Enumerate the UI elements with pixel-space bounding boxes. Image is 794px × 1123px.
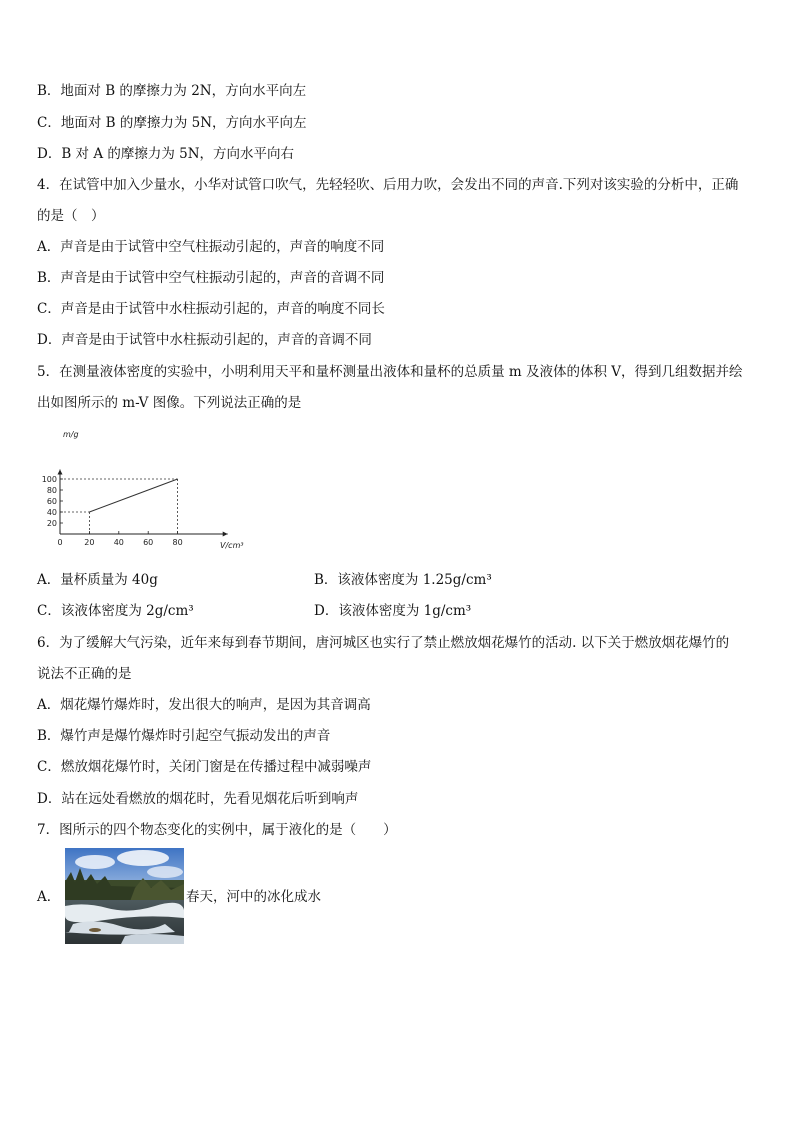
- y-tick-label: 80: [46, 486, 57, 495]
- q5-stem-line2: 出如图所示的 m-V 图像。下列说法正确的是: [37, 395, 302, 411]
- q3-option-d: D．B 对 A 的摩擦力为 5N，方向水平向右: [37, 146, 295, 162]
- y-tick-label: 40: [46, 508, 57, 517]
- q4-option-d: D．声音是由于试管中水柱振动引起的，声音的音调不同: [37, 332, 372, 348]
- x-axis-label: V/cm³: [220, 541, 244, 550]
- y-tick-label: 20: [46, 519, 57, 528]
- y-tick-label: 100: [41, 475, 57, 484]
- q6-option-c: C．燃放烟花爆竹时，关闭门窗是在传播过程中减弱噪声: [37, 759, 372, 775]
- q5-option-c: C．该液体密度为 2g/cm³: [37, 603, 194, 619]
- q4-option-b: B．声音是由于试管中空气柱振动引起的，声音的音调不同: [37, 270, 385, 286]
- y-axis-arrow: [58, 470, 63, 475]
- q5-option-d: D．该液体密度为 1g/cm³: [314, 603, 472, 619]
- y-tick-label: 60: [46, 497, 57, 506]
- q6-option-b: B．爆竹声是爆竹爆炸时引起空气振动发出的声音: [37, 728, 331, 744]
- q7-option-a-label: A．: [37, 889, 61, 905]
- q4-option-a: A．声音是由于试管中空气柱振动引起的，声音的响度不同: [37, 239, 385, 255]
- q6-option-d: D．站在远处看燃放的烟花时，先看见烟花后听到响声: [37, 791, 359, 807]
- m-v-chart: [37, 426, 257, 554]
- q6-stem-line1: 6．为了缓解大气污染，近年来每到春节期间，唐河城区也实行了禁止燃放烟花爆竹的活动. 以下关于燃放烟花爆竹的: [37, 635, 730, 651]
- q3-option-c: C．地面对 B 的摩擦力为 5N，方向水平向左: [37, 115, 307, 131]
- q3-option-b: B．地面对 B 的摩擦力为 2N，方向水平向左: [37, 83, 307, 99]
- x-tick-label: 60: [143, 538, 154, 547]
- x-tick-label: 40: [113, 538, 124, 547]
- q5-option-b: B．该液体密度为 1.25g/cm³: [314, 572, 492, 588]
- y-axis-label: m/g: [63, 430, 79, 439]
- q6-option-a: A．烟花爆竹爆炸时，发出很大的响声，是因为其音调高: [37, 697, 371, 713]
- q7-stem: 7．图所示的四个物态变化的实例中，属于液化的是（ ）: [37, 822, 397, 838]
- q5-option-a: A．量杯质量为 40g: [37, 572, 158, 588]
- q6-stem-line2: 说法不正确的是: [37, 666, 132, 682]
- q5-stem-line1: 5．在测量液体密度的实验中，小明利用天平和量杯测量出液体和量杯的总质量 m 及液体的体积 V，得到几组数据并绘: [37, 364, 743, 380]
- q7-option-a-caption: 春天，河中的冰化成水: [186, 889, 321, 905]
- series-line: [89, 479, 177, 512]
- x-axis-arrow: [223, 532, 228, 537]
- x-tick-label: 80: [172, 538, 183, 547]
- x-tick-label: 20: [84, 538, 95, 547]
- river-ice-photo: [65, 848, 184, 944]
- q4-stem-line2: 的是（ ）: [37, 208, 105, 224]
- x-tick-label: 0: [57, 538, 63, 547]
- q4-option-c: C．声音是由于试管中水柱振动引起的，声音的响度不同长: [37, 301, 385, 317]
- q4-stem-line1: 4．在试管中加入少量水，小华对试管口吹气，先轻轻吹、后用力吹，会发出不同的声音.下列对该实验的分析中，正确: [37, 177, 739, 193]
